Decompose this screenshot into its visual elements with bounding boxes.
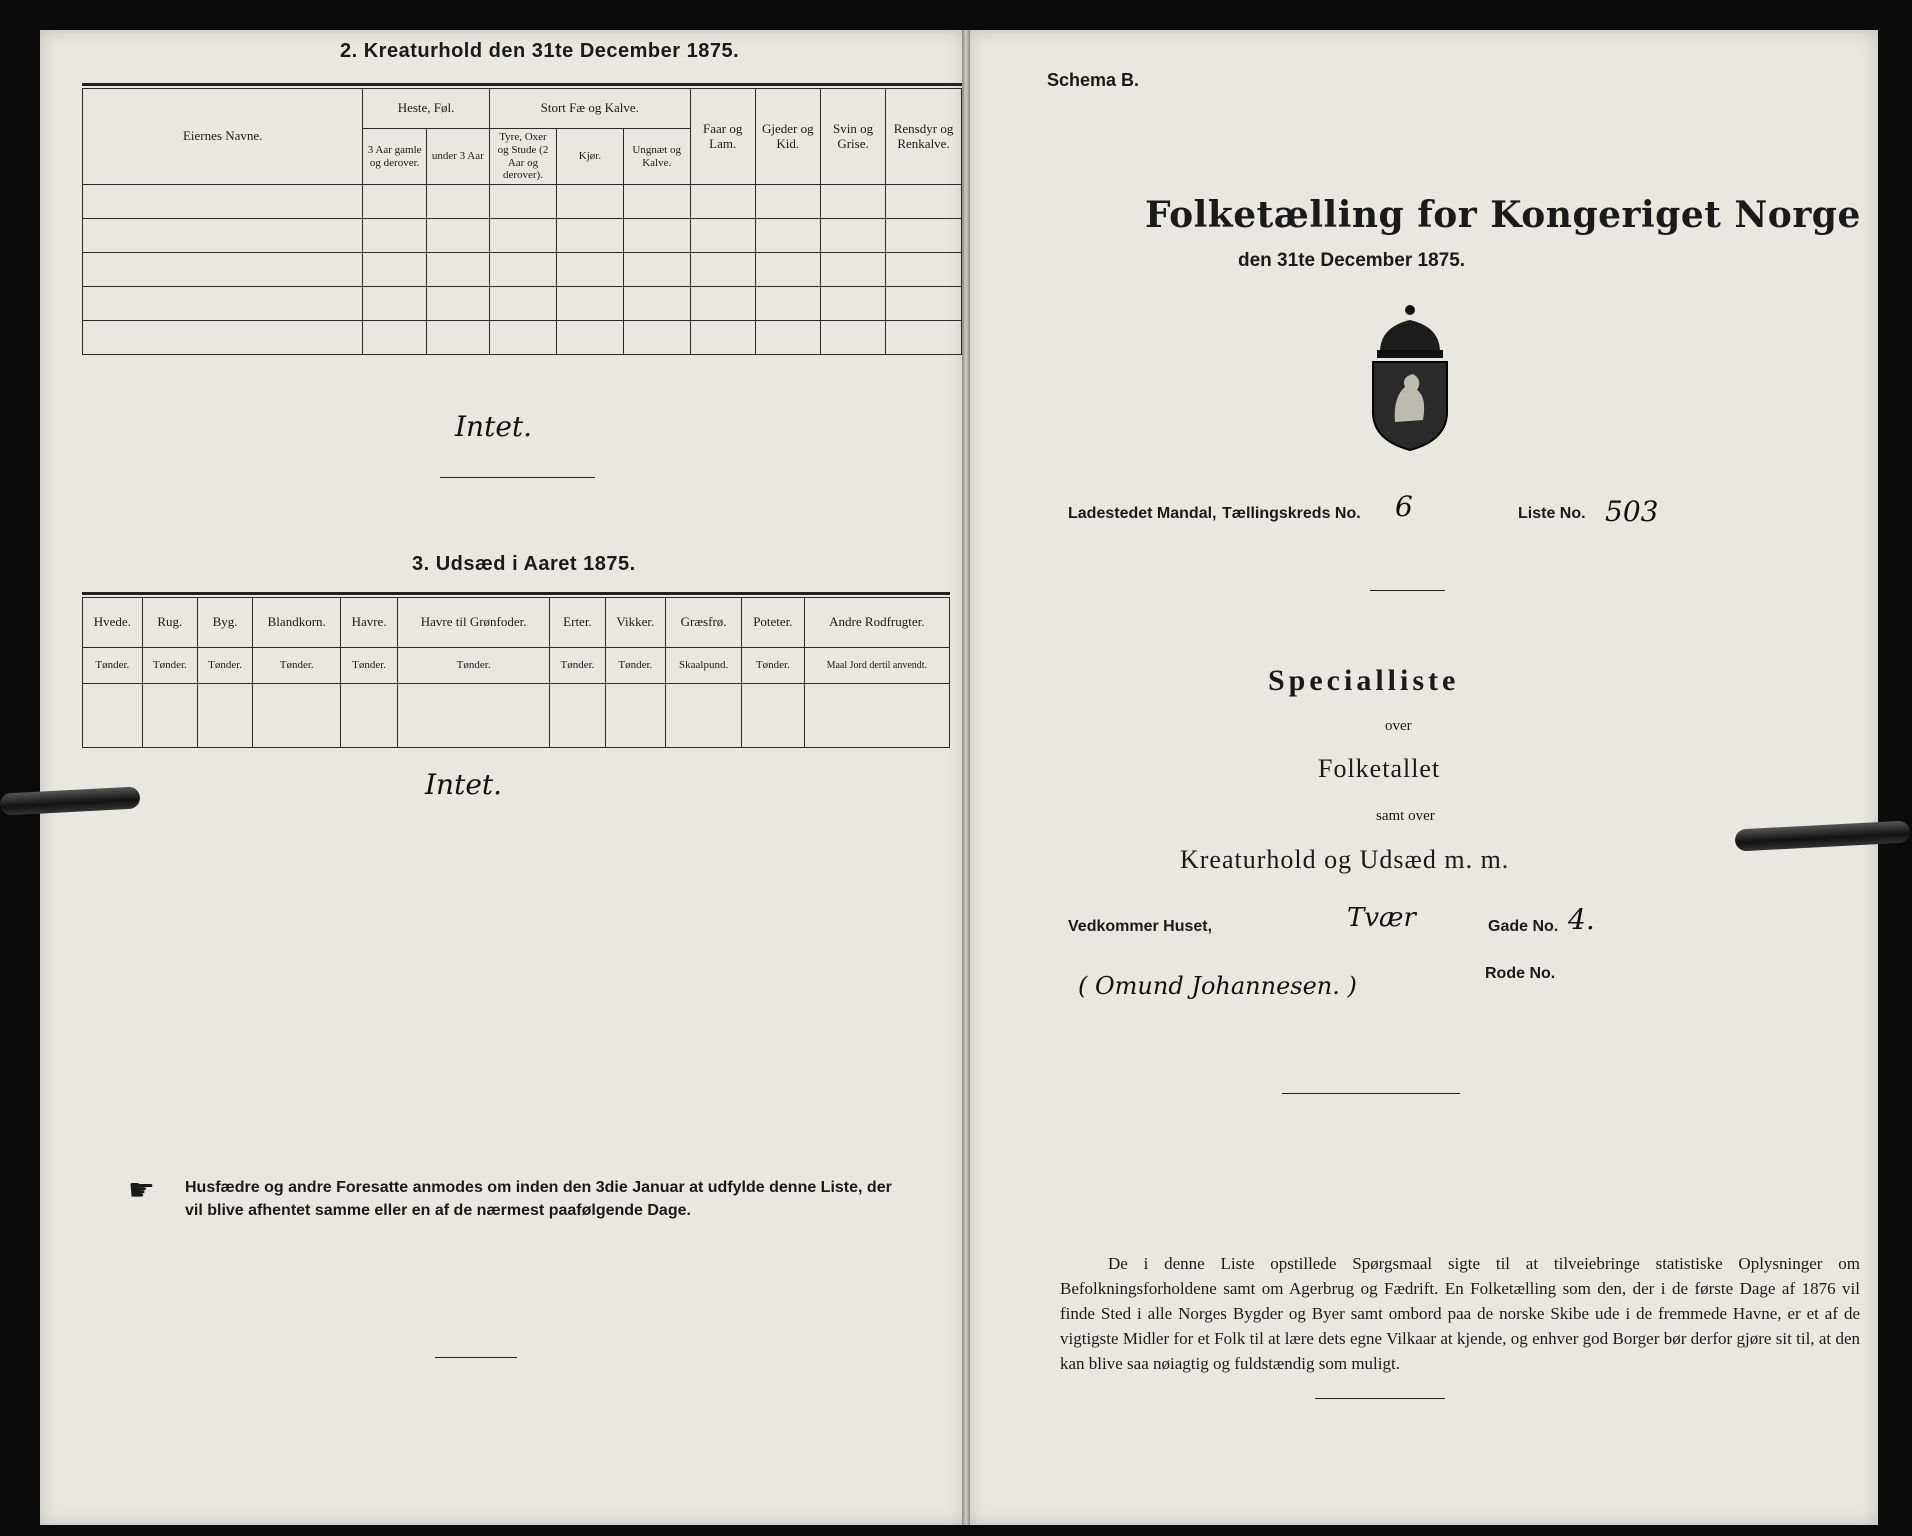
cattle-header: Stort Fæ og Kalve. [489,89,690,129]
seed-col-header: Vikker. [605,598,666,648]
seed-table [82,597,950,748]
kreaturhold-heading: Kreaturhold og Udsæd m. m. [1180,845,1510,874]
seed-col-header: Havre til Grønfoder. [397,598,549,648]
street-value: Tvær [1347,903,1416,933]
district-label: Tællingskreds No. [1222,505,1361,522]
seed-col-unit: Tønder. [142,648,197,684]
seed-col-unit: Tønder. [197,648,252,684]
house-label: Vedkommer Huset, [1068,918,1213,935]
seed-col-unit: Tønder. [742,648,805,684]
seed-col-header: Hvede. [83,598,143,648]
over-text: over [1385,718,1412,734]
section2-bottom-rule [440,477,595,478]
seed-col-header: Havre. [341,598,398,648]
gade-label: Gade No. [1488,918,1559,935]
seed-col-header: Rug. [142,598,197,648]
horses-header: Heste, Føl. [363,89,489,129]
seed-col-unit: Maal Jord dertil anvendt. [804,648,949,684]
seed-col-unit: Tønder. [397,648,549,684]
sheep-header: Faar og Lam. [690,89,755,185]
schema-label: Schema B. [1047,70,1140,90]
pigs-header: Svin og Grise. [820,89,885,185]
location-label: Ladestedet Mandal, [1068,505,1217,522]
table-row [83,321,962,355]
table-row [83,219,962,253]
page-title: Folketælling for Kongeriget Norge [1145,194,1861,236]
seed-col-header: Poteter. [742,598,805,648]
owner-name: ( Omund Johannesen. ) [1078,972,1357,1000]
goats-header: Gjeder og Kid. [755,89,820,185]
gade-value: 4. [1568,903,1595,936]
section2-top-rule [82,83,962,86]
list-label: Liste No. [1518,505,1586,522]
cattle-cows-header: Kjør. [557,129,623,185]
folketallet-heading: Folketallet [1318,754,1441,783]
specialliste-heading: Specialliste [1268,664,1460,697]
notice-rule [435,1357,517,1358]
samt-over-text: samt over [1376,808,1435,824]
section2-handwritten: Intet. [455,410,533,443]
book-spine [962,30,970,1525]
section3-handwritten: Intet. [425,768,503,801]
pointing-hand-icon: ☛ [128,1174,155,1207]
cattle-young-header: Ungnæt og Kalve. [623,129,690,185]
seed-col-header: Erter. [550,598,605,648]
table-row [83,684,950,748]
seed-col-header: Andre Rodfrugter. [804,598,949,648]
census-date: den 31te December 1875. [1238,250,1466,271]
section2-title: 2. Kreaturhold den 31te December 1875. [340,40,740,62]
lower-divider [1282,1093,1460,1094]
seed-col-unit: Tønder. [341,648,398,684]
seed-col-unit: Tønder. [605,648,666,684]
owner-header: Eiernes Navne. [83,89,363,185]
divider-rule [1370,590,1445,591]
rode-label: Rode No. [1485,965,1556,982]
horses-old-header: 3 Aar gamle og derover. [363,129,427,185]
horses-young-header: under 3 Aar [426,129,489,185]
reindeer-header: Rensdyr og Renkalve. [886,89,962,185]
bottom-rule [1315,1398,1445,1399]
table-row [83,253,962,287]
section3-top-rule [82,592,950,595]
coat-of-arms-icon [1365,302,1455,452]
table-row [83,185,962,219]
seed-col-header: Græsfrø. [666,598,742,648]
explanatory-paragraph: De i denne Liste opstillede Spørgsmaal sigte til at tilveiebringe statistiske Oplysninger om Befolkningsforholdene samt om Agerbrug og Fædrift. En Folketælling som den, der i de første Dage af 1876 vil finde Sted i alle Norges Bygder og Byer samt ombord paa de norske Skibe ude i de fremmede Havne, er et af de vigtigste Midler for et Folk til at lære dets egne Vilkaar at kjende, og enhver god Borger bør derfor gjøre sit til, at den kan blive saa nøiagtig og fuldstændig som muligt. [1060,1254,1860,1373]
list-value: 503 [1605,495,1659,528]
seed-col-unit: Tønder. [253,648,341,684]
notice-text: Husfædre og andre Foresatte anmodes om inden den 3die Januar at udfylde denne Liste, der vil blive afhentet samme eller en af de nærmest paafølgende Dage. [185,1179,892,1220]
seed-col-unit: Tønder. [550,648,605,684]
section3-title: 3. Udsæd i Aaret 1875. [412,553,636,575]
seed-col-header: Blandkorn. [253,598,341,648]
table-row [83,287,962,321]
livestock-table [82,88,962,355]
cattle-bulls-header: Tyre, Oxer og Stude (2 Aar og derover). [489,129,557,185]
seed-col-unit: Skaalpund. [666,648,742,684]
seed-col-unit: Tønder. [83,648,143,684]
district-value: 6 [1395,490,1413,523]
seed-col-header: Byg. [197,598,252,648]
